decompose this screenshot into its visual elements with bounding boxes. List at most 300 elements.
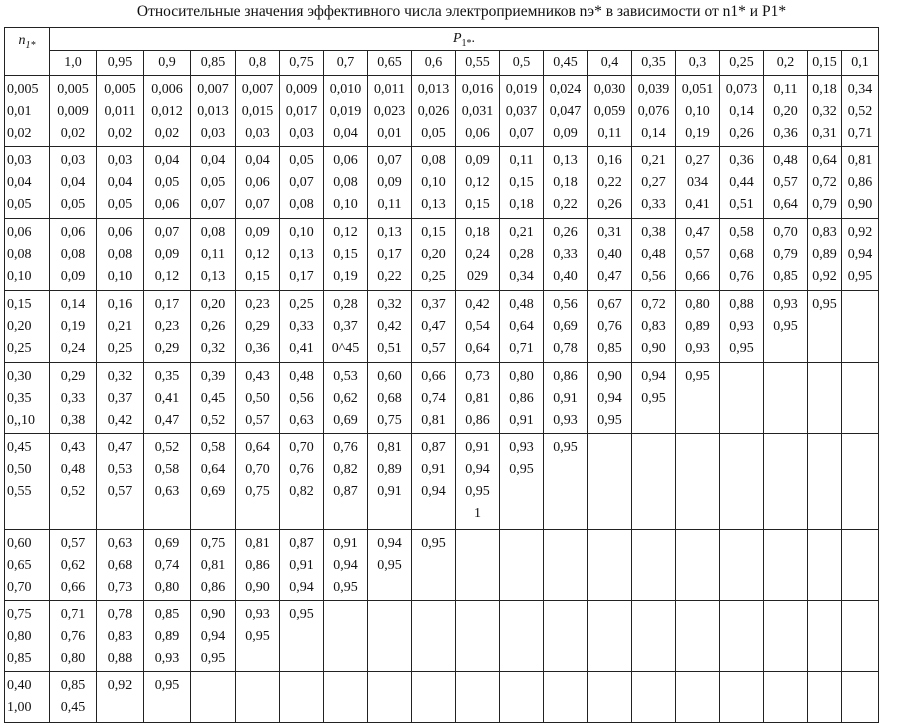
table-cell	[544, 601, 588, 672]
cell-value: 0,75	[377, 413, 402, 428]
cell-value: 0,80	[685, 297, 710, 312]
cell-value: 0,18	[553, 175, 578, 190]
cell-value: 0,80	[7, 629, 32, 644]
table-cell	[456, 672, 500, 723]
cell-value: 0,41	[154, 391, 180, 406]
cell-value: 0,85	[597, 341, 622, 356]
cell-value: 0,05	[154, 175, 180, 190]
cell-value: 0,04	[107, 175, 133, 190]
table-cell	[632, 672, 676, 723]
cell-value: 0,72	[812, 175, 837, 190]
cell-value: 0,11	[773, 82, 798, 97]
table-row	[5, 219, 879, 291]
cell-value: 0,94	[641, 369, 666, 384]
table-cell	[842, 363, 879, 434]
cell-value: 0,19	[685, 126, 710, 141]
cell-value: 0,15	[421, 225, 446, 240]
cell-value: 0,10	[107, 269, 133, 284]
cell-value: 0,25	[107, 341, 133, 356]
table-cell	[808, 147, 842, 219]
cell-value: 0,08	[107, 247, 133, 262]
table-cell	[280, 363, 324, 434]
cell-value: 0,67	[597, 297, 622, 312]
table-cell	[324, 530, 368, 601]
cell-value: 0,76	[60, 629, 86, 644]
cell-value: 0,11	[509, 153, 534, 168]
cell-value: 0,52	[847, 104, 873, 119]
table-cell	[97, 76, 144, 147]
cell-value: 0,95	[729, 341, 754, 356]
column-header: 0,4	[588, 51, 632, 76]
table-cell	[720, 291, 764, 363]
cell-value: 0,72	[641, 297, 666, 312]
cell-value: 0,63	[107, 536, 133, 551]
cell-value: 0,87	[421, 440, 446, 455]
table-cell	[720, 434, 764, 530]
cell-value: 0,45	[7, 440, 32, 455]
n1-value-cell	[5, 147, 50, 219]
cell-value: 0,037	[505, 104, 538, 119]
cell-value: 0,21	[107, 319, 133, 334]
header-row-1	[5, 28, 879, 51]
cell-value: 0,15	[465, 197, 490, 212]
table-cell	[588, 530, 632, 601]
table-cell	[50, 434, 97, 530]
cell-value: 0,68	[729, 247, 754, 262]
table-row	[5, 76, 879, 147]
table-cell	[144, 363, 191, 434]
cell-value: 0,06	[465, 126, 490, 141]
cell-value: 0,51	[377, 341, 402, 356]
table-cell	[324, 147, 368, 219]
cell-value: 0,37	[421, 297, 446, 312]
table-cell	[842, 147, 879, 219]
table-cell	[842, 434, 879, 530]
cell-value: 0,009	[285, 82, 318, 97]
cell-value: 0,40	[597, 247, 622, 262]
cell-value: 0,63	[289, 413, 314, 428]
cell-value: 0,35	[154, 369, 180, 384]
cell-value: 0,03	[200, 126, 226, 141]
cell-value: 0,08	[333, 175, 358, 190]
table-cell	[50, 530, 97, 601]
cell-value: 0,73	[107, 580, 133, 595]
cell-value: 0,27	[685, 153, 710, 168]
cell-value: 0,50	[245, 391, 270, 406]
cell-value: 0,10	[289, 225, 314, 240]
cell-value: 0,58	[729, 225, 754, 240]
cell-value: 0,33	[641, 197, 666, 212]
cell-value: 0,89	[377, 462, 402, 477]
table-cell	[632, 219, 676, 291]
cell-value: 0,81	[200, 558, 226, 573]
cell-value: 0,019	[505, 82, 538, 97]
table-cell	[764, 219, 808, 291]
cell-value: 0,66	[421, 369, 446, 384]
table-cell	[764, 363, 808, 434]
cell-value: 0,94	[465, 462, 490, 477]
cell-value: 0,95	[333, 580, 358, 595]
table-cell	[324, 291, 368, 363]
column-header: 0,9	[144, 51, 191, 76]
cell-value: 0,38	[60, 413, 86, 428]
cell-value: 0,15	[245, 269, 270, 284]
table-cell	[191, 601, 236, 672]
cell-value: 0,09	[553, 126, 578, 141]
table-cell	[808, 601, 842, 672]
cell-value: 0,29	[245, 319, 270, 334]
cell-value: 0,58	[200, 440, 226, 455]
cell-value: 0,64	[509, 319, 534, 334]
cell-value: 0,27	[641, 175, 666, 190]
cell-value: 0,04	[200, 153, 226, 168]
table-cell	[368, 601, 412, 672]
table-cell	[191, 672, 236, 723]
cell-value: 0,95	[377, 558, 402, 573]
cell-value: 0,11	[377, 197, 402, 212]
cell-value: 0,017	[285, 104, 318, 119]
cell-value: 0,29	[154, 341, 180, 356]
cell-value: 0,09	[154, 247, 180, 262]
cell-value: 0,90	[641, 341, 666, 356]
table-cell	[280, 76, 324, 147]
cell-value: 0,92	[847, 225, 873, 240]
cell-value: 0,90	[200, 607, 226, 622]
cell-value: 0,76	[597, 319, 622, 334]
cell-value: 0,52	[200, 413, 226, 428]
cell-value: 0,22	[553, 197, 578, 212]
cell-value: 0,91	[421, 462, 446, 477]
cell-value: 0,64	[812, 153, 837, 168]
table-cell	[544, 147, 588, 219]
table-title: Относительные значения эффективного числа электроприемников nэ* в зависимости от n1* и P1*	[136, 3, 787, 20]
table-cell	[842, 601, 879, 672]
cell-value: 0,63	[154, 484, 180, 499]
table-cell	[676, 147, 720, 219]
table-cell	[632, 434, 676, 530]
cell-value: 0,005	[104, 82, 136, 97]
table-cell	[456, 601, 500, 672]
table-cell	[588, 76, 632, 147]
cell-value: 0,81	[421, 413, 446, 428]
cell-value: 0,92	[107, 678, 133, 693]
table-cell	[456, 434, 500, 530]
cell-value: 0,06	[107, 225, 133, 240]
cell-value: 0,09	[465, 153, 490, 168]
cell-value: 0,08	[421, 153, 446, 168]
cell-value: 0,09	[377, 175, 402, 190]
column-header: 0,2	[764, 51, 808, 76]
cell-value: 0,88	[107, 651, 133, 666]
cell-value: 0,71	[847, 126, 873, 141]
cell-value: 0,95	[597, 413, 622, 428]
table-cell	[500, 530, 544, 601]
table-cell	[544, 363, 588, 434]
table-cell	[588, 601, 632, 672]
cell-value: 0,10	[421, 175, 446, 190]
cell-value: 0,024	[549, 82, 582, 97]
p1-header: $P_{1*}$.	[50, 28, 879, 51]
cell-value: 0,53	[107, 462, 133, 477]
table-cell	[764, 601, 808, 672]
table-cell	[280, 672, 324, 723]
cell-value: 0,91	[377, 484, 402, 499]
cell-value: 0,83	[812, 225, 837, 240]
cell-value: 0,43	[245, 369, 270, 384]
cell-value: 0,07	[377, 153, 402, 168]
cell-value: 0,69	[553, 319, 578, 334]
table-cell	[144, 601, 191, 672]
table-cell	[632, 363, 676, 434]
table-row	[5, 363, 879, 434]
table-row	[5, 672, 879, 723]
table-cell	[544, 76, 588, 147]
table-cell	[324, 434, 368, 530]
cell-value: 0,07	[509, 126, 534, 141]
cell-value: 0,86	[553, 369, 578, 384]
table-cell	[280, 219, 324, 291]
cell-value: 0,07	[245, 197, 270, 212]
cell-value: 0,04	[60, 175, 86, 190]
cell-value: 0,52	[60, 484, 86, 499]
table-cell	[764, 530, 808, 601]
cell-value: 0,007	[241, 82, 274, 97]
cell-value: 0,33	[60, 391, 86, 406]
cell-value: 0,95	[685, 369, 710, 384]
cell-value: 0,82	[333, 462, 358, 477]
column-header: 0,95	[97, 51, 144, 76]
cell-value: 0,03	[7, 153, 32, 168]
table-cell	[144, 530, 191, 601]
table-cell	[236, 434, 280, 530]
table-cell	[50, 219, 97, 291]
column-header: 1,0	[50, 51, 97, 76]
cell-value: 0,62	[333, 391, 358, 406]
cell-value: 0,60	[7, 536, 32, 551]
cell-value: 0,37	[333, 319, 358, 334]
cell-value: 0,06	[7, 225, 32, 240]
cell-value: 0,40	[553, 269, 578, 284]
cell-value: 0,86	[245, 558, 270, 573]
cell-value: 0,80	[154, 580, 180, 595]
table-cell	[144, 291, 191, 363]
cell-value: 0,95	[641, 391, 666, 406]
column-header: 0,55	[456, 51, 500, 76]
cell-value: 0,94	[421, 484, 446, 499]
column-header: 0,75	[280, 51, 324, 76]
table-cell	[842, 219, 879, 291]
cell-value: 0,89	[154, 629, 180, 644]
cell-value: 0,21	[641, 153, 666, 168]
table-cell	[720, 76, 764, 147]
cell-value: 0,47	[154, 413, 180, 428]
table-cell	[50, 147, 97, 219]
cell-value: 0,81	[465, 391, 490, 406]
table-cell	[412, 76, 456, 147]
table-cell	[280, 291, 324, 363]
table-cell	[324, 219, 368, 291]
cell-value: 0,53	[333, 369, 358, 384]
cell-value: 0,08	[7, 247, 32, 262]
cell-value: 0,013	[197, 104, 229, 119]
cell-value: 0,64	[465, 341, 490, 356]
cell-value: 0,70	[289, 440, 314, 455]
table-cell	[456, 219, 500, 291]
table-cell	[720, 147, 764, 219]
cell-value: 0,36	[729, 153, 754, 168]
cell-value: 0,71	[509, 341, 534, 356]
cell-value: 0,39	[200, 369, 226, 384]
cell-value: 0,08	[289, 197, 314, 212]
cell-value: 0,005	[57, 82, 89, 97]
cell-value: 0,70	[245, 462, 270, 477]
table-cell	[144, 672, 191, 723]
cell-value: 0,013	[417, 82, 450, 97]
cell-value: 0,91	[509, 413, 534, 428]
cell-value: 0,07	[200, 197, 226, 212]
cell-value: 0,47	[107, 440, 133, 455]
cell-value: 0,71	[60, 607, 86, 622]
cell-value: 0,85	[60, 678, 86, 693]
n1-value-cell	[5, 530, 50, 601]
n1-value-cell	[5, 601, 50, 672]
cell-value: 0,20	[7, 319, 32, 334]
cell-value: 0,,10	[7, 413, 35, 428]
cell-value: 0,58	[154, 462, 180, 477]
cell-value: 0,38	[641, 225, 666, 240]
cell-value: 0,87	[333, 484, 358, 499]
cell-value: 0,70	[7, 580, 32, 595]
cell-value: 0,04	[333, 126, 358, 141]
n1-value-cell	[5, 76, 50, 147]
cell-value: 0^45	[331, 341, 360, 356]
cell-value: 0,073	[725, 82, 758, 97]
cell-value: 0,43	[60, 440, 86, 455]
cell-value: 0,051	[681, 82, 714, 97]
cell-value: 0,25	[7, 341, 32, 356]
cell-value: 0,90	[597, 369, 622, 384]
cell-value: 0,81	[847, 153, 873, 168]
cell-value: 0,64	[200, 462, 226, 477]
table-cell	[500, 76, 544, 147]
table-cell	[808, 434, 842, 530]
cell-value: 0,50	[7, 462, 32, 477]
cell-value: 0,93	[553, 413, 578, 428]
table-cell	[144, 147, 191, 219]
cell-value: 0,94	[597, 391, 622, 406]
cell-value: 1,00	[7, 700, 32, 715]
column-header: 0,1	[842, 51, 879, 76]
table-cell	[368, 219, 412, 291]
cell-value: 0,16	[597, 153, 622, 168]
cell-value: 0,28	[333, 297, 358, 312]
table-cell	[191, 434, 236, 530]
column-header: 0,7	[324, 51, 368, 76]
table-cell	[280, 530, 324, 601]
cell-value: 0,07	[154, 225, 180, 240]
cell-value: 0,65	[7, 558, 32, 573]
cell-value: 0,009	[57, 104, 89, 119]
cell-value: 0,30	[7, 369, 32, 384]
table-cell	[456, 291, 500, 363]
column-header: 0,35	[632, 51, 676, 76]
cell-value: 0,29	[60, 369, 86, 384]
cell-value: 0,05	[60, 197, 86, 212]
cell-value: 0,75	[245, 484, 270, 499]
cell-value: 0,25	[289, 297, 314, 312]
cell-value: 0,47	[685, 225, 710, 240]
cell-value: 0,012	[151, 104, 183, 119]
cell-value: 0,48	[60, 462, 86, 477]
cell-value: 0,48	[509, 297, 534, 312]
cell-value: 0,08	[60, 247, 86, 262]
table-cell	[500, 291, 544, 363]
table-cell	[144, 434, 191, 530]
cell-value: 0,13	[200, 269, 226, 284]
cell-value: 0,69	[333, 413, 358, 428]
table-cell	[808, 76, 842, 147]
table-cell	[544, 434, 588, 530]
table-cell	[368, 672, 412, 723]
table-cell	[456, 76, 500, 147]
cell-value: 0,007	[197, 82, 229, 97]
n1-value-cell	[5, 219, 50, 291]
table-cell	[588, 363, 632, 434]
table-cell	[144, 76, 191, 147]
cell-value: 0,64	[773, 197, 798, 212]
table-row	[5, 147, 879, 219]
cell-value: 0,05	[289, 153, 314, 168]
cell-value: 0,48	[641, 247, 666, 262]
cell-value: 0,14	[729, 104, 754, 119]
table-cell	[808, 219, 842, 291]
cell-value: 0,06	[245, 175, 270, 190]
cell-value: 0,13	[553, 153, 578, 168]
cell-value: 0,22	[377, 269, 402, 284]
cell-value: 0,32	[107, 369, 133, 384]
cell-value: 0,60	[377, 369, 402, 384]
cell-value: 0,25	[421, 269, 446, 284]
cell-value: 0,18	[465, 225, 490, 240]
cell-value: 0,83	[641, 319, 666, 334]
cell-value: 0,011	[374, 82, 405, 97]
cell-value: 0,74	[154, 558, 180, 573]
cell-value: 0,90	[847, 197, 873, 212]
table-cell	[324, 76, 368, 147]
cell-value: 0,90	[245, 580, 270, 595]
table-cell	[412, 291, 456, 363]
cell-value: 0,019	[329, 104, 362, 119]
cell-value: 0,70	[773, 225, 798, 240]
table-cell	[764, 76, 808, 147]
table-cell	[97, 434, 144, 530]
cell-value: 0,26	[729, 126, 754, 141]
cell-value: 0,02	[7, 126, 32, 141]
cell-value: 0,79	[773, 247, 798, 262]
cell-value: 0,55	[7, 484, 32, 499]
cell-value: 0,19	[60, 319, 86, 334]
table-cell	[808, 291, 842, 363]
table-cell	[500, 363, 544, 434]
cell-value: 0,11	[201, 247, 225, 262]
table-cell	[676, 219, 720, 291]
cell-value: 0,74	[421, 391, 446, 406]
cell-value: 0,031	[461, 104, 494, 119]
cell-value: 0,05	[421, 126, 446, 141]
cell-value: 0,005	[7, 82, 39, 97]
table-cell	[236, 363, 280, 434]
cell-value: 0,20	[421, 247, 446, 262]
